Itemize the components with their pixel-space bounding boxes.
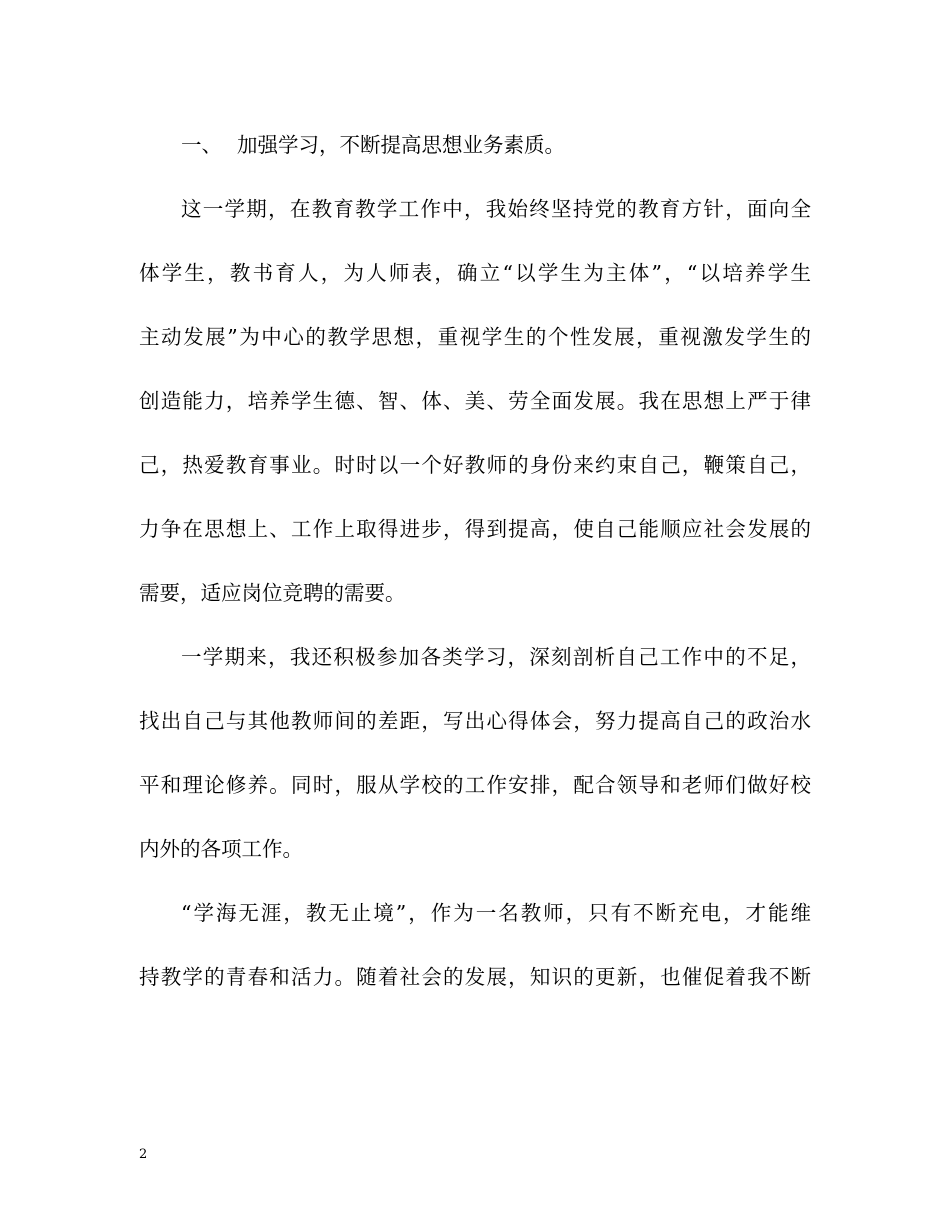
paragraph-line: 持教学的青春和活力。随着社会的发展，知识的更新，也催促着我不断 <box>139 965 811 989</box>
paragraph-line: 这一学期，在教育教学工作中，我始终坚持党的教育方针，面向全 <box>181 197 811 221</box>
section-heading-number: 一、 <box>181 133 222 157</box>
page-number: 2 <box>139 1147 148 1162</box>
paragraph-line: “学海无涯，教无止境”，作为一名教师，只有不断充电，才能维 <box>181 901 811 925</box>
paragraph-line: 己，热爱教育事业。时时以一个好教师的身份来约束自己，鞭策自己， <box>139 453 811 477</box>
paragraph-line: 创造能力，培养学生德、智、体、美、劳全面发展。我在思想上严于律 <box>139 389 811 413</box>
paragraph-line: 力争在思想上、工作上取得进步，得到提高，使自己能顺应社会发展的 <box>139 517 811 541</box>
paragraph-line: 主动发展”为中心的教学思想，重视学生的个性发展，重视激发学生的 <box>139 325 811 349</box>
section-heading <box>181 121 811 169</box>
paragraph-line: 平和理论修养。同时，服从学校的工作安排，配合领导和老师们做好校 <box>139 773 811 797</box>
paragraph-line: 需要，适应岗位竞聘的需要。 <box>139 581 406 605</box>
section-heading-text: 加强学习，不断提高思想业务素质。 <box>237 133 565 157</box>
paragraph-line: 内外的各项工作。 <box>139 837 303 861</box>
paragraph-line: 一学期来，我还积极参加各类学习，深刻剖析自己工作中的不足， <box>181 645 811 669</box>
paragraph-line: 体学生，教书育人，为人师表，确立“以学生为主体”，“以培养学生 <box>139 261 811 285</box>
paragraph-line: 找出自己与其他教师间的差距，写出心得体会，努力提高自己的政治水 <box>139 709 811 733</box>
document-body <box>139 121 811 1001</box>
